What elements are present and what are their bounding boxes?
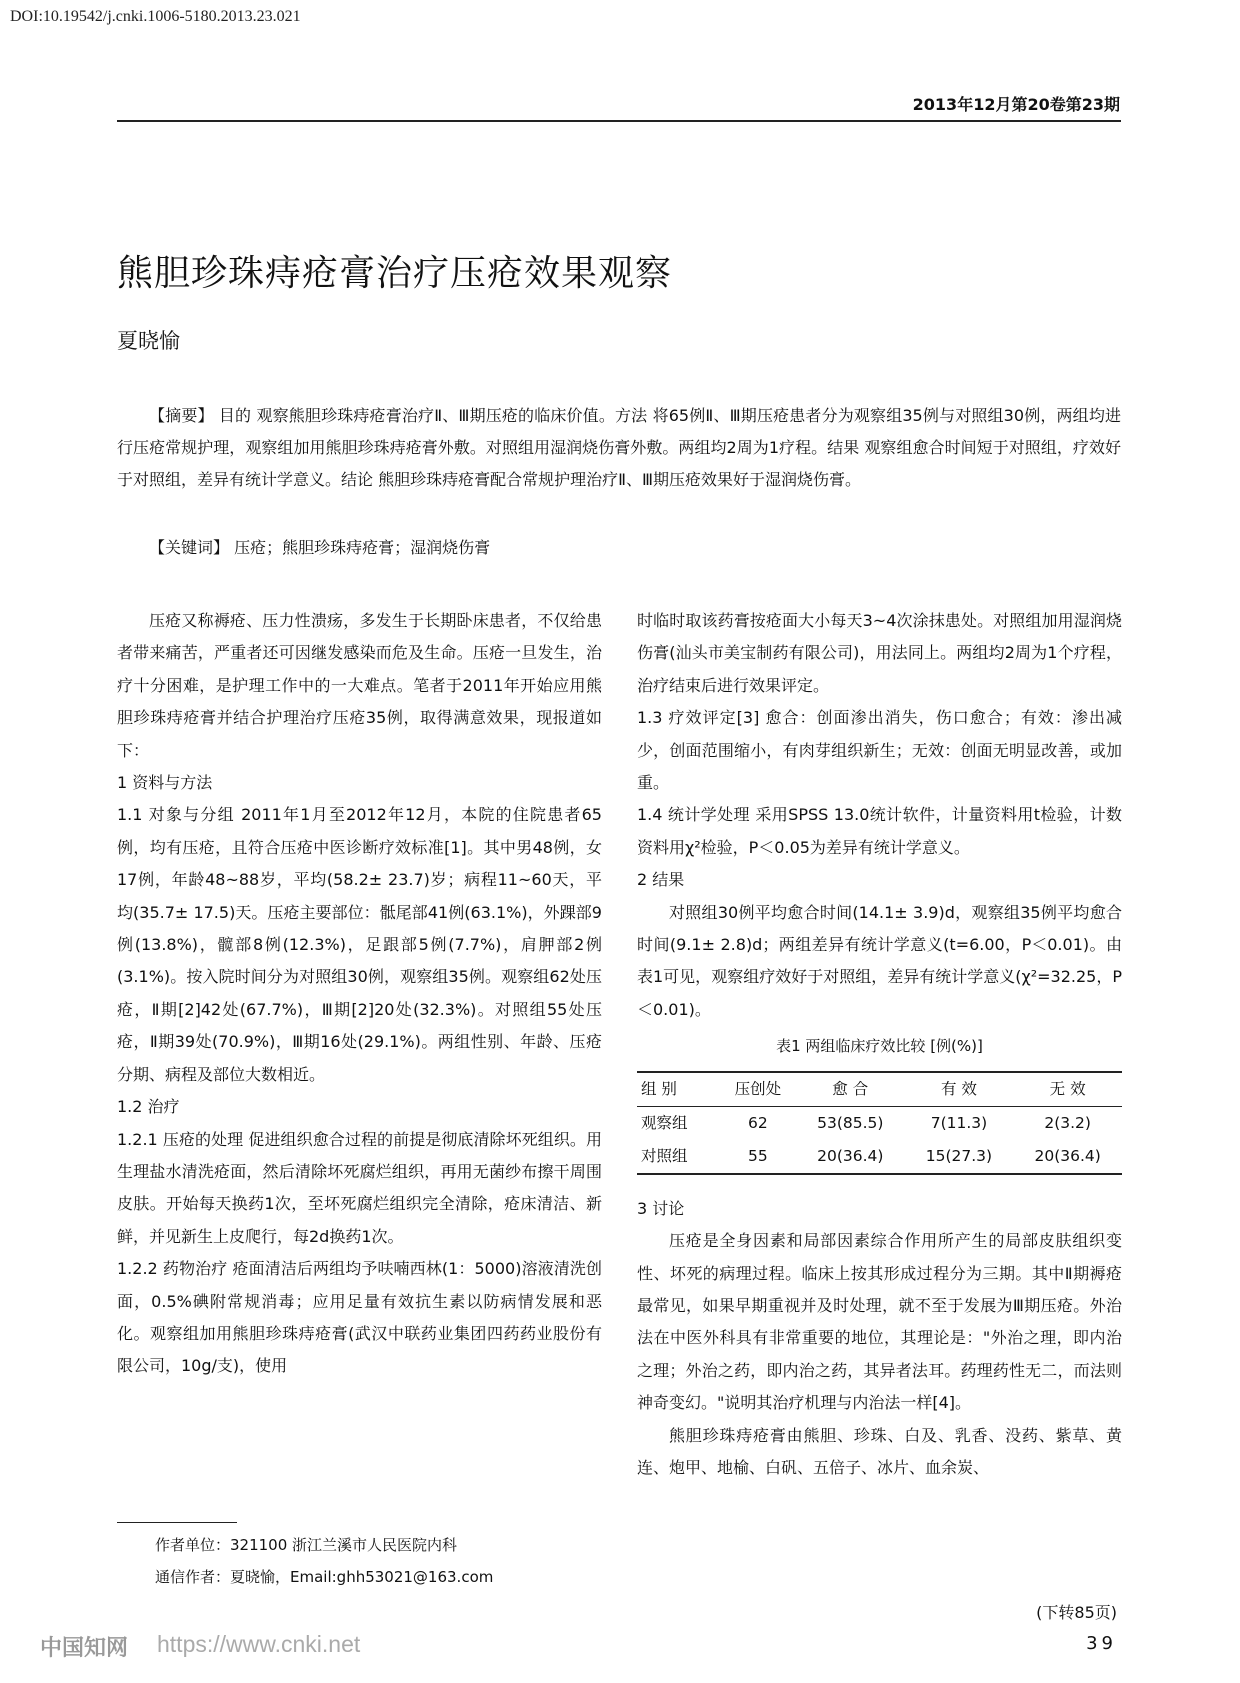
page-number: 39 [1086,1633,1117,1654]
discussion-paragraph-2: 熊胆珍珠痔疮膏由熊胆、珍珠、白及、乳香、没药、紫草、黄连、炮甲、地榆、白矾、五倍子、冰片、血余炭、 [637,1425,1122,1477]
section-1-2-2: 1.2.2 药物治疗 疮面清洁后两组均予呋喃西林(1：5000)溶液清洗创面，0.5%碘附常规消毒；应用足量有效抗生素以防病情发展和恶化。观察组加用熊胆珍珠痔疮膏(武汉中联药业集团四药药业股份有限公司，10g/支)，使用 [117,1259,602,1376]
section-heading-3: 3 讨论 [637,1198,685,1218]
section-heading-1: 1 资料与方法 [117,773,213,793]
table-cell: 20(36.4) [1034,1146,1101,1165]
table-row [637,1140,1122,1174]
section-heading-2: 2 结果 [637,870,685,890]
table-cell: 对照组 [641,1146,688,1165]
table-header-row [637,1072,1122,1107]
header-rule [117,120,1121,122]
table-cell: 15(27.3) [925,1146,993,1165]
section-1-3: 1.3 疗效评定[3] 愈合：创面渗出消失，伤口愈合；有效：渗出减少，创面范围缩小，有肉芽组织新生；无效：创面无明显改善，或加重。 [637,708,1122,793]
table-header-cell: 组 别 [641,1079,677,1098]
section-heading-1-2: 1.2 治疗 [117,1097,180,1117]
table-header-cell: 无 效 [1049,1079,1086,1098]
table-cell: 观察组 [641,1113,688,1132]
table-row [637,1106,1122,1140]
table-cell: 53(85.5) [817,1113,884,1132]
table-cell: 55 [747,1146,768,1165]
section-1-1: 1.1 对象与分组 2011年1月至2012年12月，本院的住院患者65例，均有压疮，且符合压疮中医诊断疗效标准[1]。其中男48例，女17例，年龄48~88岁，平均(58.2± 23.7)岁；病程11~60天，平均(35.7± 17.5)天。压疮主要部位：骶尾部41例(63.1%)，外踝部9例(13.8%)，髋部8例(12.3%)，足跟部5例(7.7%)，肩胛部2例(3.1%)。按入院时间分为对照组30例，观察组35例。观察组62处压疮，Ⅱ期[2]42处(67.7%)，Ⅲ期[2]20处(32.3%)。对照组55处压疮，Ⅱ期39处(70.9%)，Ⅲ期16处(29.1%)。两组性别、年龄、压疮分期、病程及部位大数相近。 [117,805,602,1084]
left-column [117,605,602,1383]
table-header-cell: 压创处 [734,1079,782,1098]
continued-note: (下转85页) [1036,1603,1117,1622]
table-cell: 7(11.3) [930,1113,988,1132]
discussion-paragraph-1: 压疮是全身因素和局部因素综合作用所产生的局部皮肤组织变性、坏死的病理过程。临床上按其形成过程分为三期。其中Ⅱ期褥疮最常见，如果早期重视并及时处理，就不至于发展为Ⅲ期压疮。外治法在中医外科具有非常重要的地位，其理论是："外治之理，即内治之理；外治之药，即内治之药，其异者法耳。药理药性无二，而法则神奇变幻。"说明其治疗机理与内治法一样[4]。 [637,1231,1122,1413]
cnki-watermark-logo: 中国知网 [40,1636,129,1661]
table-title: 表1 两组临床疗效比较 [例(%)] [776,1037,983,1056]
table-cell: 2(3.2) [1044,1113,1091,1132]
table-header-cell: 有 效 [940,1079,977,1098]
keywords: 【关键词】 压疮；熊胆珍珠痔疮膏；湿润烧伤膏 [149,538,491,557]
table-spacer [637,1175,1122,1193]
article-author: 夏晓愉 [117,329,180,353]
affiliation-footnote: 作者单位：321100 浙江兰溪市人民医院内科 [155,1536,458,1554]
section-1-2-1: 1.2.1 压疮的处理 促进组织愈合过程的前提是彻底清除坏死组织。用生理盐水清洗疮面，然后清除坏死腐烂组织，再用无菌纱布擦干周围皮肤。开始每天换药1次，至坏死腐烂组织完全清除，疮床清洁、新鲜，并见新生上皮爬行，每2d换药1次。 [117,1129,602,1246]
correspondence-footnote: 通信作者：夏晓愉，Email:ghh53021@163.com [155,1568,494,1586]
results-table [637,1071,1122,1175]
continued-paragraph: 时临时取该药膏按疮面大小每天3~4次涂抹患处。对照组加用湿润烧伤膏(汕头市美宝制药有限公司)，用法同上。两组均2周为1个疗程，治疗结束后进行效果评定。 [637,611,1122,695]
abstract: 【摘要】 目的 观察熊胆珍珠痔疮膏治疗Ⅱ、Ⅲ期压疮的临床价值。方法 将65例Ⅱ、Ⅲ期压疮患者分为观察组35例与对照组30例，两组均进行压疮常规护理，观察组加用熊胆珍珠痔疮膏外敷。对照组用湿润烧伤膏外敷。两组均2周为1疗程。结果 观察组愈合时间短于对照组，疗效好于对照组，差异有统计学意义。结论 熊胆珍珠痔疮膏配合常规护理治疗Ⅱ、Ⅲ期压疮效果好于湿润烧伤膏。 [117,406,1121,489]
section-1-4: 1.4 统计学处理 采用SPSS 13.0统计软件，计量资料用t检验，计数资料用χ²检验，P＜0.05为差异有统计学意义。 [637,805,1122,857]
intro-paragraph: 压疮又称褥疮、压力性溃疡，多发生于长期卧床患者，不仅给患者带来痛苦，严重者还可因继发感染而危及生命。压疮一旦发生，治疗十分困难，是护理工作中的一大难点。笔者于2011年开始应用熊胆珍珠痔疮膏并结合护理治疗压疮35例，取得满意效果，现报道如下： [117,611,602,760]
cnki-watermark-url[interactable]: https://www.cnki.net [157,1631,361,1657]
table-cell: 62 [747,1113,768,1132]
right-column [637,605,1122,1484]
footnote-rule [117,1522,237,1523]
article-title: 熊胆珍珠痔疮膏治疗压疮效果观察 [117,253,673,294]
table-cell: 20(36.4) [817,1146,884,1165]
issue-label: 2013年12月第20卷第23期 [912,95,1120,114]
results-paragraph: 对照组30例平均愈合时间(14.1± 3.9)d，观察组35例平均愈合时间(9.1± 2.8)d；两组差异有统计学意义(t=6.00，P＜0.01)。由表1可见，观察组疗效好于对照组，差异有统计学意义(χ²=32.25，P＜0.01)。 [637,902,1122,1019]
table-header-cell: 愈 合 [832,1079,869,1098]
doi-label: DOI:10.19542/j.cnki.1006-5180.2013.23.021 [10,8,301,25]
